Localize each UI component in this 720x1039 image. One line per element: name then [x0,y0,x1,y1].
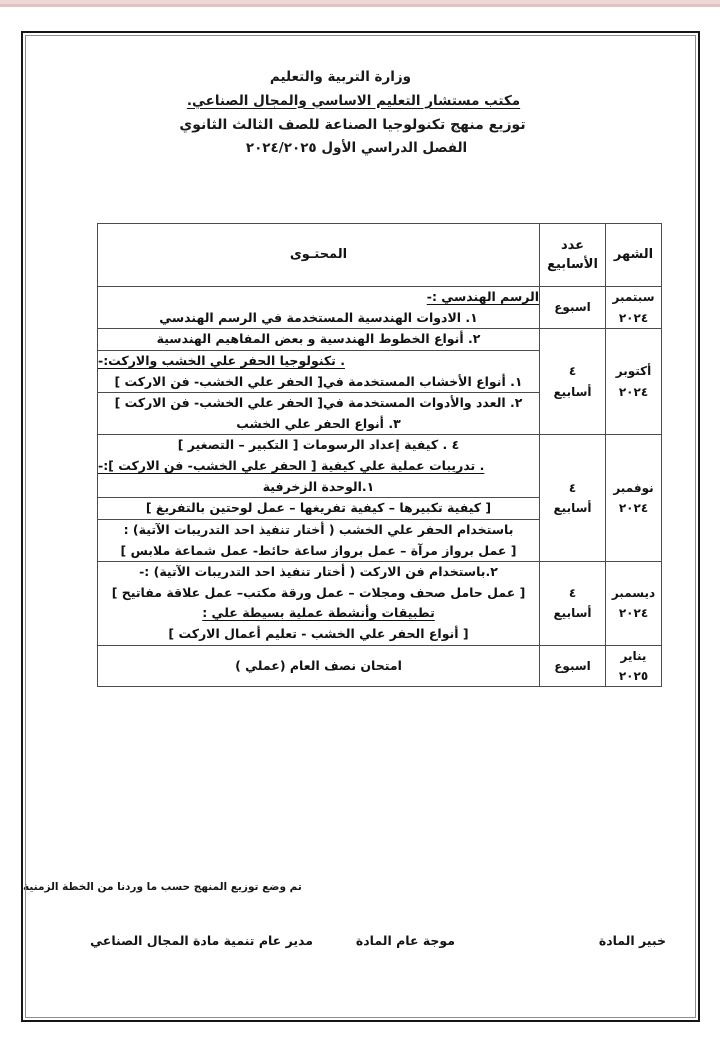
content-line: تطبيقات وأنشطة عملية بسيطة علي : [202,605,435,621]
scan-top-edge [0,0,720,7]
cell-weeks-count [540,329,606,435]
cell-month [606,435,662,562]
month-year: ٢٠٢٤ [618,606,649,621]
cell-weeks-count [540,562,606,646]
content-line: . تكنولوجيا الحفر علي الخشب والاركت:- [98,352,345,368]
curriculum-distribution-table [97,223,662,687]
cell-content [98,498,540,520]
cell-month [606,287,662,329]
document-body [23,33,698,1020]
content-line: ٤ . كيفية إعداد الرسومات [ التكبير – التصغير ] [177,437,460,453]
content-line: ١. أنواع الأخشاب المستخدمة في[ الحفر علي الخشب- فن الاركت ] [114,373,523,389]
content-line: ١.الوحدة الزخرفية [262,478,375,494]
column-header-content: المحتـوى [98,224,540,287]
content-line: امتحان نصف العام (عملي ) [235,657,402,673]
table-row [98,645,662,687]
cell-content [98,287,540,329]
weeks-label: أسابيع [553,501,592,516]
cell-weeks-count [540,287,606,329]
month-year: ٢٠٢٤ [618,501,649,516]
cell-content [98,519,540,561]
content-line: ٢. أنواع الخطوط الهندسية و بعض المفاهيم الهندسية [156,331,481,347]
month-name: أكتوبر [615,364,652,379]
academic-term-line: الفصل الدراسي الأول ٢٠٢٤/٢٠٢٥ [245,140,468,156]
content-line: ٢.باستخدام فن الاركت ( أختار تنفيذ احد التدريبات الآتية) :- [139,564,498,580]
content-line: [ كيفية تكبيرها – كيفية تفريغها – عمل لوحتين بالتفريغ ] [145,500,492,516]
weeks-label: أسابيع [553,384,592,399]
weeks-header-line2: الأسابيع [547,257,598,272]
ministry-line: وزارة التربية والتعليم [269,69,412,85]
weeks-label: اسبوع [554,658,591,673]
column-header-weeks [540,224,606,287]
month-name: يناير [620,648,647,663]
table-row [98,329,662,351]
weeks-number: ٤ [568,364,577,379]
content-line: [ عمل حامل صحف ومجلات – عمل ورقة مكتب– عمل علاقة مفاتيح ] [111,584,526,600]
content-line: . تدريبات عملية علي كيفية [ الحفر علي الخشب- فن الاركت ]:- [98,458,485,473]
weeks-label: اسبوع [554,300,591,315]
weeks-number: ٤ [568,480,577,495]
cell-month [606,645,662,687]
month-year: ٢٠٢٥ [618,669,649,684]
cell-content [98,350,540,392]
column-header-month: الشهر [606,224,662,287]
cell-weeks-count [540,645,606,687]
content-line: باستخدام الحفر علي الخشب ( أختار تنفيذ احد التدريبات الآتية) : [123,521,514,537]
cell-content [98,645,540,687]
table-row [98,287,662,329]
weeks-number: ٤ [568,585,577,600]
content-line: [ عمل برواز مرآة – عمل برواز ساعة حائط- عمل شماعة ملابس ] [120,542,517,558]
weeks-label: أسابيع [553,606,592,621]
cell-month [606,562,662,646]
cell-content [98,562,540,646]
document-page-frame [21,31,700,1022]
cell-month [606,329,662,435]
signature-subject-expert: خبير المادة [598,933,666,948]
signature-general-director: مدير عام تنمية مادة المجال الصناعي [90,933,313,948]
cell-content [98,329,540,351]
table-row [98,435,662,498]
cell-content [98,435,540,498]
content-line: ٣. أنواع الحفر علي الخشب [236,415,401,431]
signature-subject-mentor: موجة عام المادة [355,933,455,948]
table-body [98,287,662,687]
document-header [23,71,698,156]
month-name: سبتمبر [612,290,655,305]
month-name: نوفمبر [613,480,654,495]
content-line: ١. الادوات الهندسية المستخدمة في الرسم الهندسي [159,309,478,325]
table-row [98,562,662,646]
office-line: مكتب مستشار التعليم الاساسي والمجال الصناعي. [186,92,521,109]
month-year: ٢٠٢٤ [618,310,649,325]
signature-row [23,933,698,959]
weeks-header-line1: عدد [560,237,585,253]
cell-content [98,393,540,435]
content-line: ٢. العدد والأدوات المستخدمة في[ الحفر علي الخشب- فن الاركت ] [114,395,523,411]
cell-weeks-count [540,435,606,562]
document-title: توزيع منهج تكنولوجيا الصناعة للصف الثالث الثانوي [179,117,526,133]
table-header-row [98,224,662,287]
content-line: الرسم الهندسي :- [426,289,539,304]
content-line: [ أنواع الحفر علي الخشب - تعليم أعمال الاركت ] [168,626,469,641]
month-year: ٢٠٢٤ [618,384,649,399]
month-name: ديسمبر [611,585,656,600]
plan-note: تم وضع توزيع المنهج حسب ما وردنا من الخطة الزمنية [23,881,302,893]
